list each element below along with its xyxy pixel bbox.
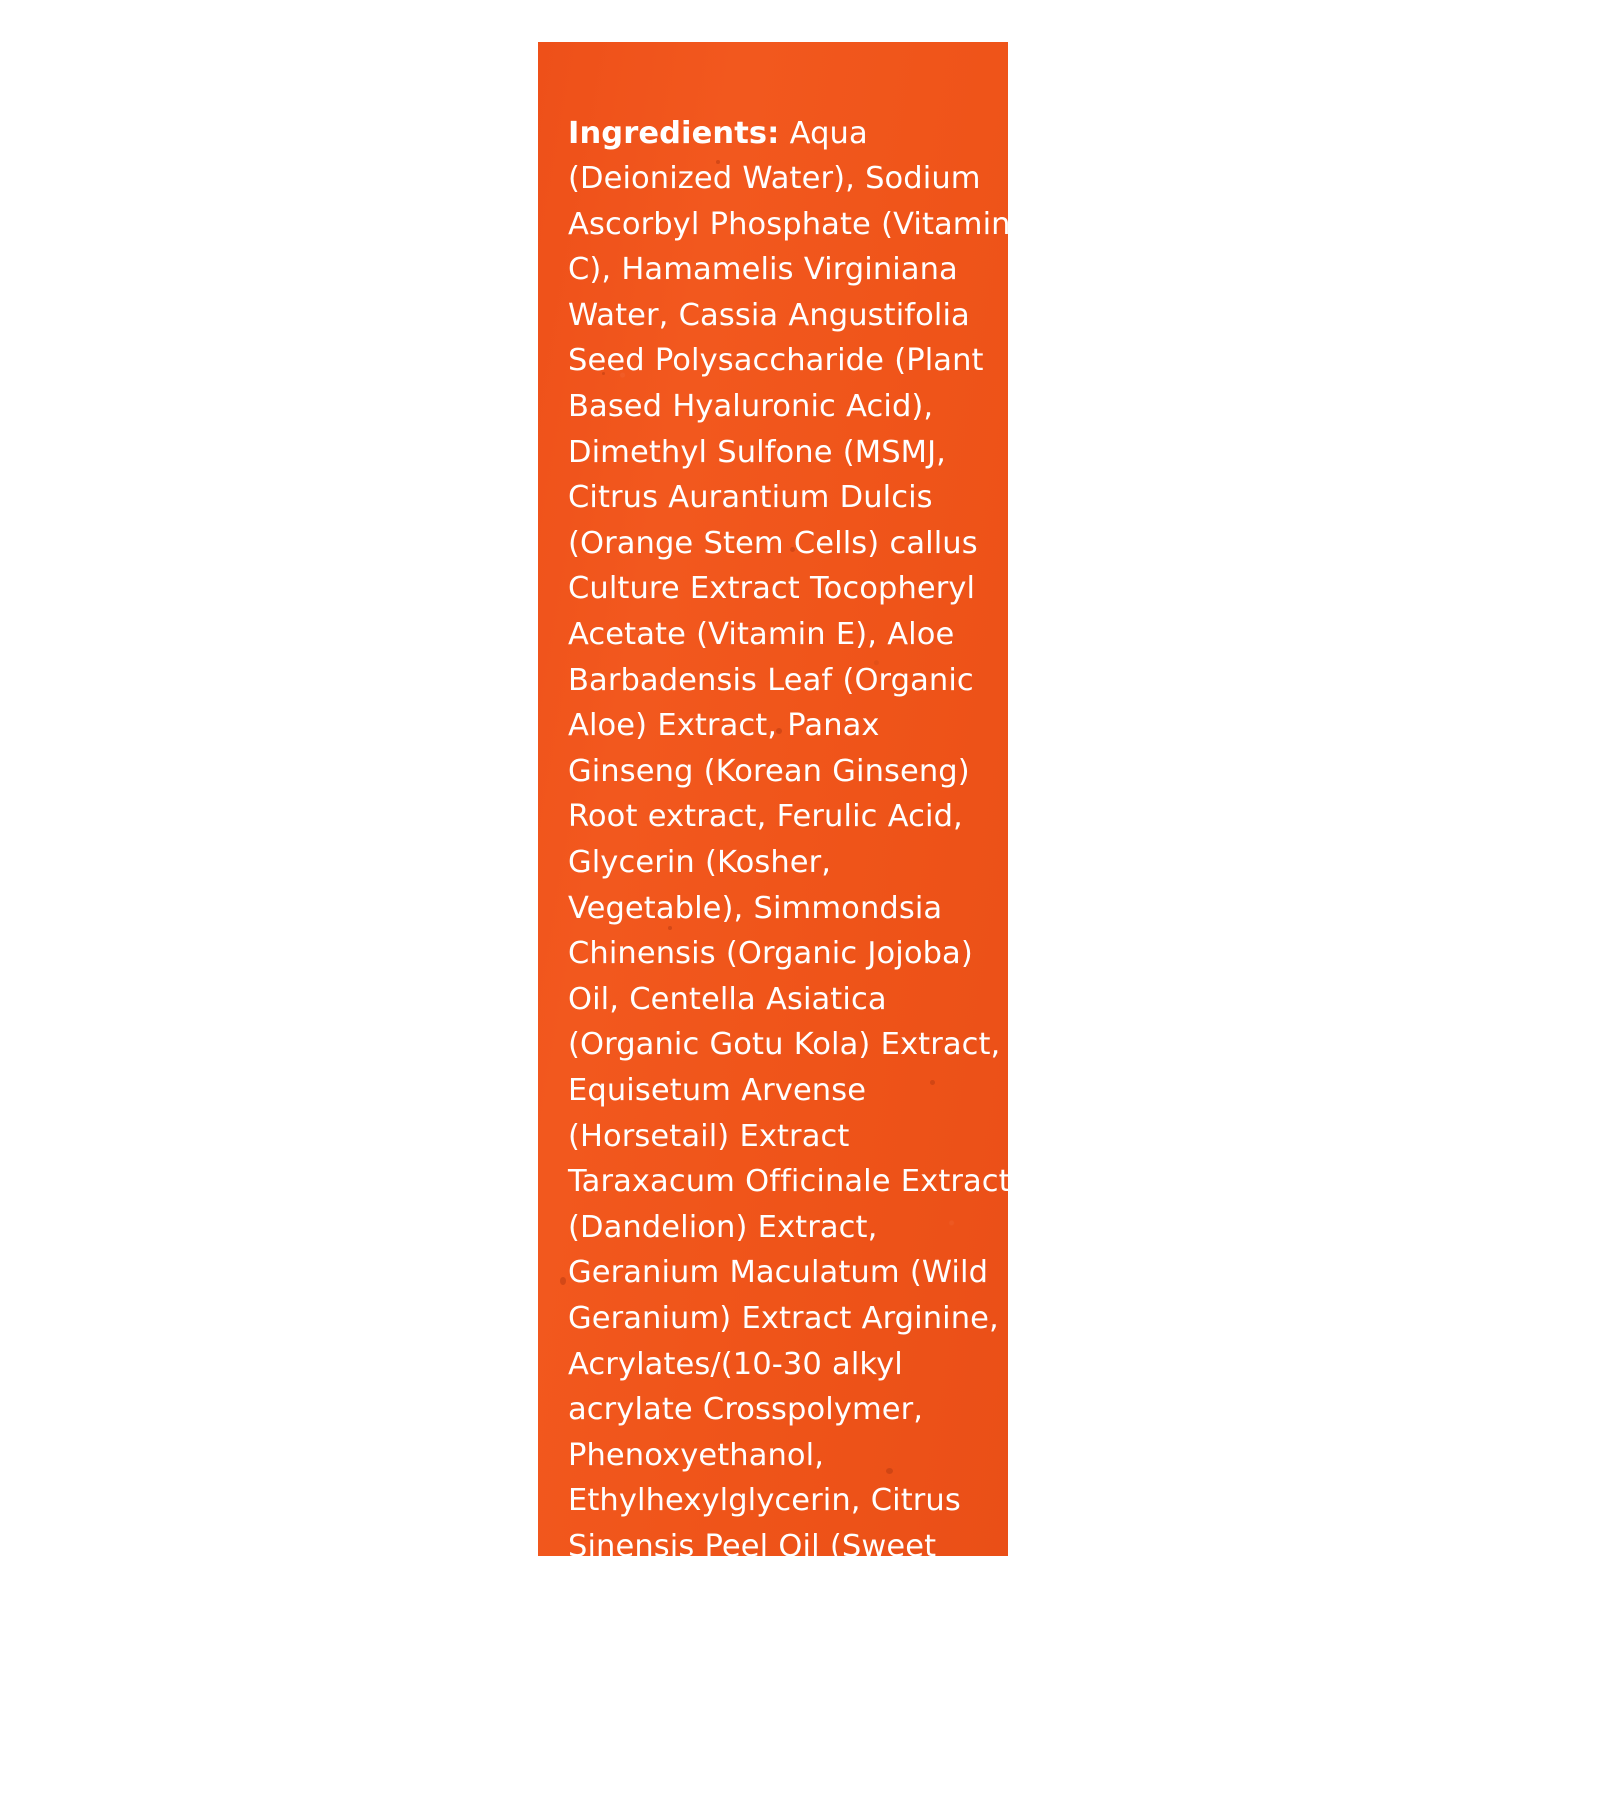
product-label-panel	[538, 42, 1011, 1798]
origin-note	[568, 1675, 988, 1801]
label-content	[568, 80, 1016, 1801]
ingredients-paragraph	[568, 111, 1015, 1616]
ingredients-text: Aqua (Deionized Water), Sodium Ascorbyl Phosphate (Vitamin C), Hamamelis Virginiana Water, Cassia Angustifolia Seed Polysaccharide (Plant Based Hyaluronic Acid), Dimethyl Sulfone (MSMJ, Citrus Aurantium Dulcis (Orange Stem Cells) callus Culture Extract Tocopheryl Acetate (Vitamin E), Aloe Barbadensis Leaf (Organic Aloe) Extract, Panax Ginseng (Korean Ginseng) Root extract, Ferulic Acid, Glycerin (Kosher, Vegetable), Simmondsia Chinensis (Organic Jojoba) Oil, Centella Asiatica (Organic Gotu Kola) Extract, Equisetum Arvense (Horsetail) Extract Taraxacum Officinale Extract (Dandelion) Extract, Geranium Maculatum (Wild Geranium) Extract Arginine, Acrylates/(10-30 alkyl acrylate Crosspolymer, Phenoxyethanol, Ethylhexylglycerin, Citrus Sinensis Peel Oil (Sweet Orange).	[568, 115, 1011, 1610]
print-speck	[560, 1277, 566, 1285]
ingredients-heading: Ingredients:	[568, 115, 780, 151]
origin-note-line-2: from South Korea.	[568, 1763, 868, 1798]
origin-note-line-1: Select Ingredients Imported	[568, 1679, 868, 1756]
